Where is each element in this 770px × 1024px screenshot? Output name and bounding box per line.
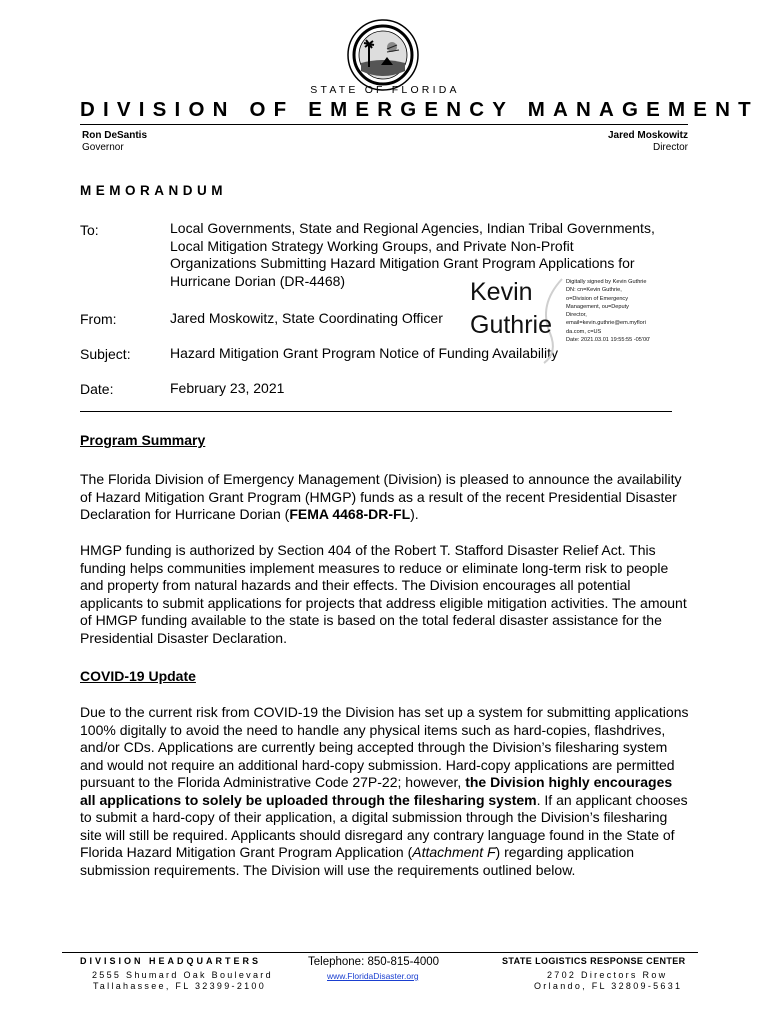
signature-detail-line: Director,: [566, 312, 587, 319]
to-value: Local Governments, State and Regional Agencies, Indian Tribal Governments, Local Mitigation Strategy Working Groups, and Private Non-Profit Organizations Submitting Hazard Mitigation Grant Program Applications for Hurricane Dorian (DR-4468): [170, 220, 655, 289]
covid-update-heading: COVID-19 Update: [80, 668, 196, 684]
signature-detail-line: Digitally signed by Kevin Guthrie: [566, 279, 647, 285]
signature-detail-line: o=Division of Emergency: [566, 295, 629, 302]
headquarters-address-line-2: Tallahassee, FL 32399-2100: [93, 981, 267, 991]
director-title: Director: [652, 142, 688, 153]
signature-detail-line: email=kevin.guthrie@em.myflori: [566, 320, 646, 327]
to-label: To:: [80, 222, 99, 238]
fema-declaration-number: FEMA 4468-DR-FL: [289, 506, 411, 522]
program-summary-heading: Program Summary: [80, 432, 206, 448]
footer-divider: [62, 952, 698, 953]
memorandum-title: MEMORANDUM: [80, 183, 227, 198]
signature-detail-line: Date: 2021.03.01 19:55:55 -05'00': [566, 337, 651, 344]
from-label: From:: [80, 311, 117, 327]
program-summary-paragraph-1: The Florida Division of Emergency Management (Division) is pleased to announce the availability of Hazard Mitigation Grant Program (HMGP) funds as a result of the recent Presidential Disaster Declaration for Hurricane Dorian (FEMA 4468-DR-FL).: [80, 471, 682, 522]
logistics-center-title: STATE LOGISTICS RESPONSE CENTER: [502, 956, 686, 966]
signature-detail-line: DN: cn=Kevin Guthrie,: [566, 287, 622, 294]
website-link[interactable]: www.FloridaDisaster.org: [327, 971, 419, 981]
subject-value: Hazard Mitigation Grant Program Notice of Funding Availability: [170, 345, 559, 361]
subject-label: Subject:: [80, 346, 131, 362]
division-title: DIVISION OF EMERGENCY MANAGEMENT: [80, 98, 759, 121]
logistics-center-address-line-2: Orlando, FL 32809-5631: [534, 981, 683, 991]
header-divider: [80, 124, 688, 125]
date-value: February 23, 2021: [170, 380, 285, 396]
from-value: Jared Moskowitz, State Coordinating Officer: [170, 310, 443, 326]
covid-emphasis: the Division highly encourages all applications to solely be uploaded through the filesharing system: [80, 774, 673, 808]
headquarters-address-line-1: 2555 Shumard Oak Boulevard: [92, 970, 273, 980]
program-summary-paragraph-2: HMGP funding is authorized by Section 404 of the Robert T. Stafford Disaster Relief Act. This funding helps communities implement measures to reduce or eliminate long-term risk to people and property from natural hazards and their effects. The Division encourages all potential applicants to submit applications for projects that address eligible mitigation activities. The amount of HMGP funding available to the state is based on the total federal disaster assistance for the Presidential Disaster Declaration.: [80, 542, 687, 646]
state-of-florida-heading: STATE OF FLORIDA: [310, 84, 460, 96]
attachment-reference: Attachment F: [412, 844, 496, 860]
governor-name: Ron DeSantis: [82, 130, 148, 141]
headquarters-title: DIVISION HEADQUARTERS: [80, 956, 262, 966]
signature-detail-line: da.com, c=US: [566, 328, 602, 335]
signature-name-last: Guthrie: [470, 311, 552, 339]
signature-details: [566, 278, 716, 344]
signature-detail-line: Management, ou=Deputy: [566, 303, 629, 310]
telephone: Telephone: 850-815-4000: [308, 956, 440, 968]
governor-title: Governor: [82, 142, 124, 153]
date-label: Date:: [80, 381, 114, 397]
signature-name-first: Kevin: [470, 278, 533, 306]
director-name: Jared Moskowitz: [607, 130, 688, 141]
covid-update-paragraph: Due to the current risk from COVID-19 the Division has set up a system for submitting applications 100% digitally to avoid the need to handle any physical items such as hard-copies, flashdrives, and/or CDs. Applications are currently being accepted through the Division’s filesharing system and would not require an additional hard-copy submission. Hard-copy applications are permitted pursuant to the Florida Administrative Code 27P-22; however, the Division highly encourages all applications to solely be uploaded through the filesharing system. If an applicant chooses to submit a hard-copy of their application, a digital submission through the Division’s filesharing site will still be required. Applicants should disregard any contrary language found in the State of Florida Hazard Mitigation Grant Program Application (Attachment F) regarding application submission requirements. The Division will use the requirements outlined below.: [80, 704, 689, 878]
florida-state-seal-icon: [347, 19, 419, 91]
memo-divider: [80, 411, 672, 412]
logistics-center-address-line-1: 2702 Directors Row: [547, 970, 668, 980]
